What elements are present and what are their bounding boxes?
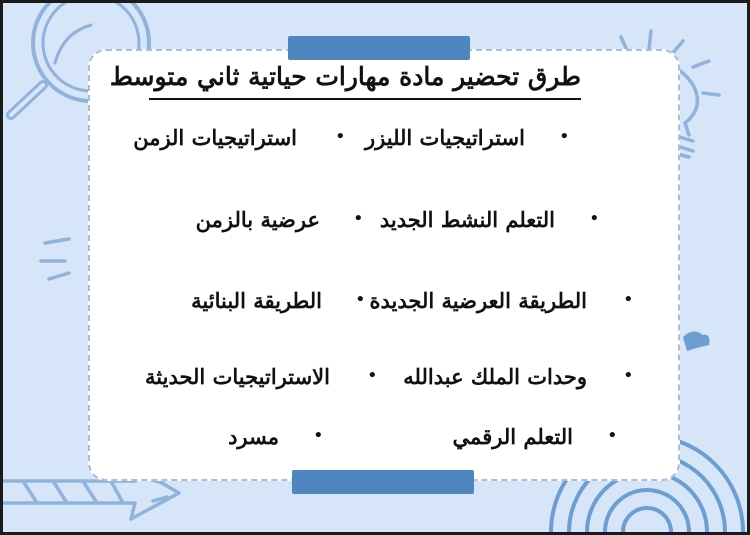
list-item: مسرد <box>228 424 279 449</box>
bullet: • <box>353 208 364 229</box>
page-title: طرق تحضير مادة مهارات حياتية ثاني متوسط <box>149 59 581 100</box>
list-item: استراتيجيات الزمن <box>133 125 297 150</box>
bullet: • <box>367 365 378 386</box>
list-item: الطريقة العرضية الجديدة <box>369 288 587 313</box>
list-item: التعلم النشط الجديد <box>379 207 555 232</box>
bullet: • <box>623 289 634 310</box>
content-card <box>88 49 680 481</box>
list-item: وحدات الملك عبدالله <box>403 364 587 389</box>
list-item: الطريقة البنائية <box>191 288 322 313</box>
list-item: استراتيجيات الليزر <box>365 125 525 150</box>
bullet: • <box>559 126 570 147</box>
bullet: • <box>355 289 366 310</box>
bullet: • <box>607 425 618 446</box>
list-item: التعلم الرقمي <box>452 424 573 449</box>
bullet: • <box>313 425 324 446</box>
tape-top <box>288 36 470 60</box>
list-item: عرضية بالزمن <box>195 207 320 232</box>
bullet: • <box>623 365 634 386</box>
bullet: • <box>589 208 600 229</box>
list-item: الاستراتيجيات الحديثة <box>145 364 330 389</box>
tape-bottom <box>292 470 474 494</box>
bullet: • <box>335 126 346 147</box>
